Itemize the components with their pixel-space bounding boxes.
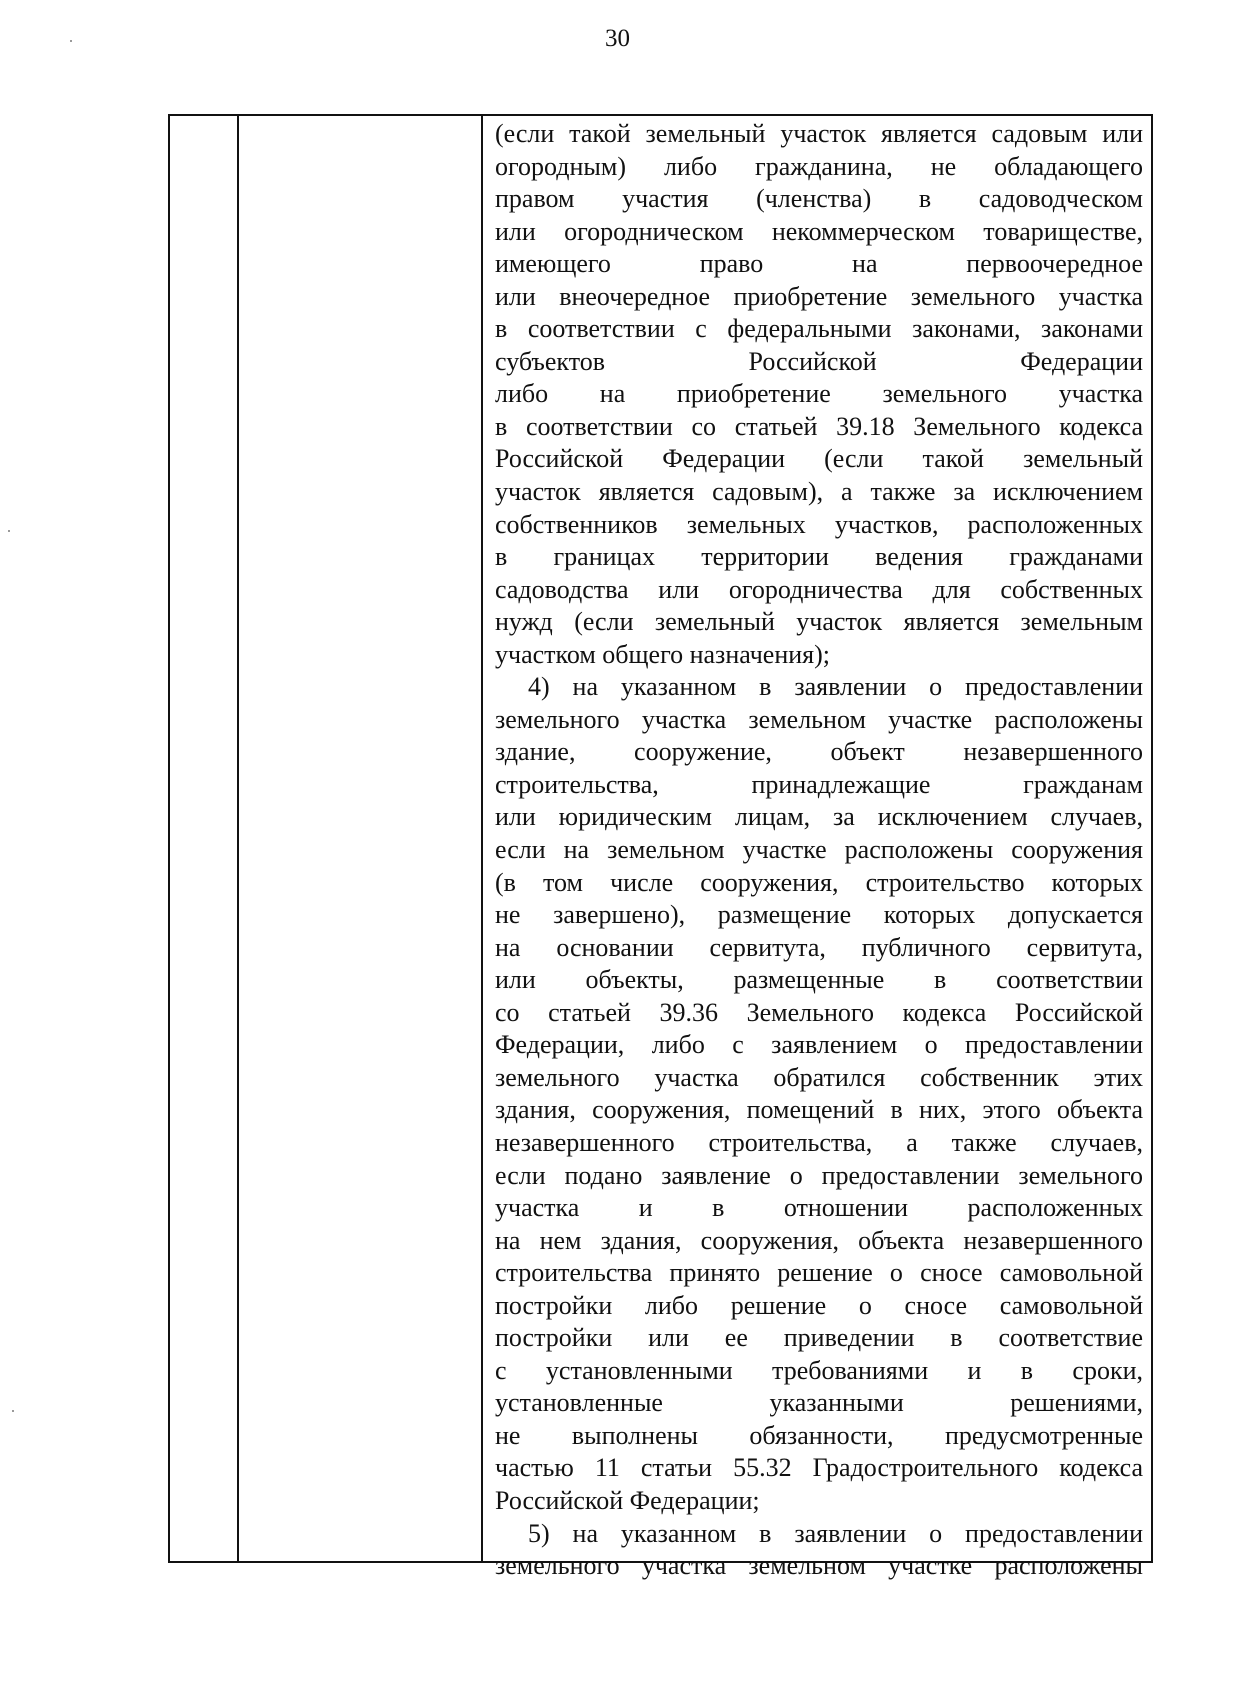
text-line: на основании сервитута, публичного сервитута, [495, 932, 1143, 962]
text-line: собственников земельных участков, расположенных [495, 509, 1143, 539]
text-line: здания, сооружения, помещений в них, этого объекта [495, 1095, 1143, 1125]
scan-speck [8, 530, 10, 532]
text-line: постройки или ее приведении в соответствие [495, 1323, 1143, 1353]
text-line: если на земельном участке расположены сооружения [495, 835, 1143, 865]
text-line: садоводства или огородничества для собственных [495, 574, 1143, 604]
document-table [168, 114, 1153, 1581]
text-line: или объекты, размещенные в соответствии [495, 965, 1143, 995]
text-line: строительства принято решение о сносе самовольной [495, 1258, 1143, 1288]
text-line: или юридическим лицам, за исключением случаев, [495, 802, 1143, 832]
text-line: в соответствии с федеральными законами, законами [495, 314, 1143, 344]
text-line: со статьей 39.36 Земельного кодекса Российской [495, 997, 1143, 1027]
text-line: участком общего назначения); [495, 639, 831, 669]
text-line: (в том числе сооружения, строительство которых [495, 867, 1143, 897]
text-line: участка и в отношении расположенных [495, 1193, 1143, 1223]
text-line: постройки либо решение о сносе самовольной [495, 1290, 1143, 1320]
text-line: либо на приобретение земельного участка [495, 379, 1143, 409]
text-line: на нем здания, сооружения, объекта незавершенного [495, 1225, 1143, 1255]
text-line: Федерации, либо с заявлением о предоставлении [495, 1030, 1143, 1060]
text-line: если подано заявление о предоставлении земельного [495, 1160, 1143, 1190]
paragraph-5-start: 5) на указанном в заявлении о предоставлении [528, 1518, 1143, 1548]
text-line: здание, сооружение, объект незавершенного [495, 737, 1143, 767]
scan-speck [12, 1410, 14, 1412]
table-column-empty-2 [239, 116, 483, 1561]
text-line: в соответствии со статьей 39.18 Земельного кодекса [495, 411, 1143, 441]
text-line: или внеочередное приобретение земельного участка [495, 281, 1143, 311]
text-line: установленные указанными решениями, [495, 1388, 1143, 1418]
text-line: не завершено), размещение которых допускается [495, 900, 1143, 930]
text-line: частью 11 статьи 55.32 Градостроительного кодекса [495, 1453, 1143, 1483]
paragraph-4-start: 4) на указанном в заявлении о предоставлении [528, 672, 1143, 702]
text-line: Российской Федерации (если такой земельный [495, 444, 1143, 474]
text-line: (если такой земельный участок является садовым или [495, 119, 1143, 148]
text-line: земельного участка обратился собственник этих [495, 1062, 1143, 1092]
text-line: в границах территории ведения гражданами [495, 542, 1143, 572]
text-line: строительства, принадлежащие гражданам [495, 769, 1143, 799]
text-line: имеющего право на первоочередное [495, 249, 1143, 279]
text-line: Российской Федерации; [495, 1485, 760, 1515]
text-line: субъектов Российской Федерации [495, 346, 1143, 376]
text-line: земельного участка земельном участке расположены [495, 1551, 1143, 1581]
text-line: нужд (если земельный участок является земельным [495, 607, 1143, 637]
text-line: огородным) либо гражданина, не обладающего [495, 151, 1143, 181]
text-line: земельного участка земельном участке расположены [495, 704, 1143, 734]
text-line: незавершенного строительства, а также случаев, [495, 1127, 1143, 1157]
text-line: с установленными требованиями и в сроки, [495, 1355, 1143, 1385]
scan-speck [70, 40, 72, 42]
text-line: не выполнены обязанности, предусмотренные [495, 1420, 1143, 1450]
text-line: участок является садовым), а также за исключением [495, 477, 1143, 507]
table-column-empty-1 [170, 116, 239, 1561]
table-text-column [483, 116, 1151, 1581]
page-number: 30 [605, 25, 630, 52]
text-line: правом участия (членства) в садоводческом [495, 184, 1143, 214]
text-line: или огородническом некоммерческом товариществе, [495, 216, 1143, 246]
